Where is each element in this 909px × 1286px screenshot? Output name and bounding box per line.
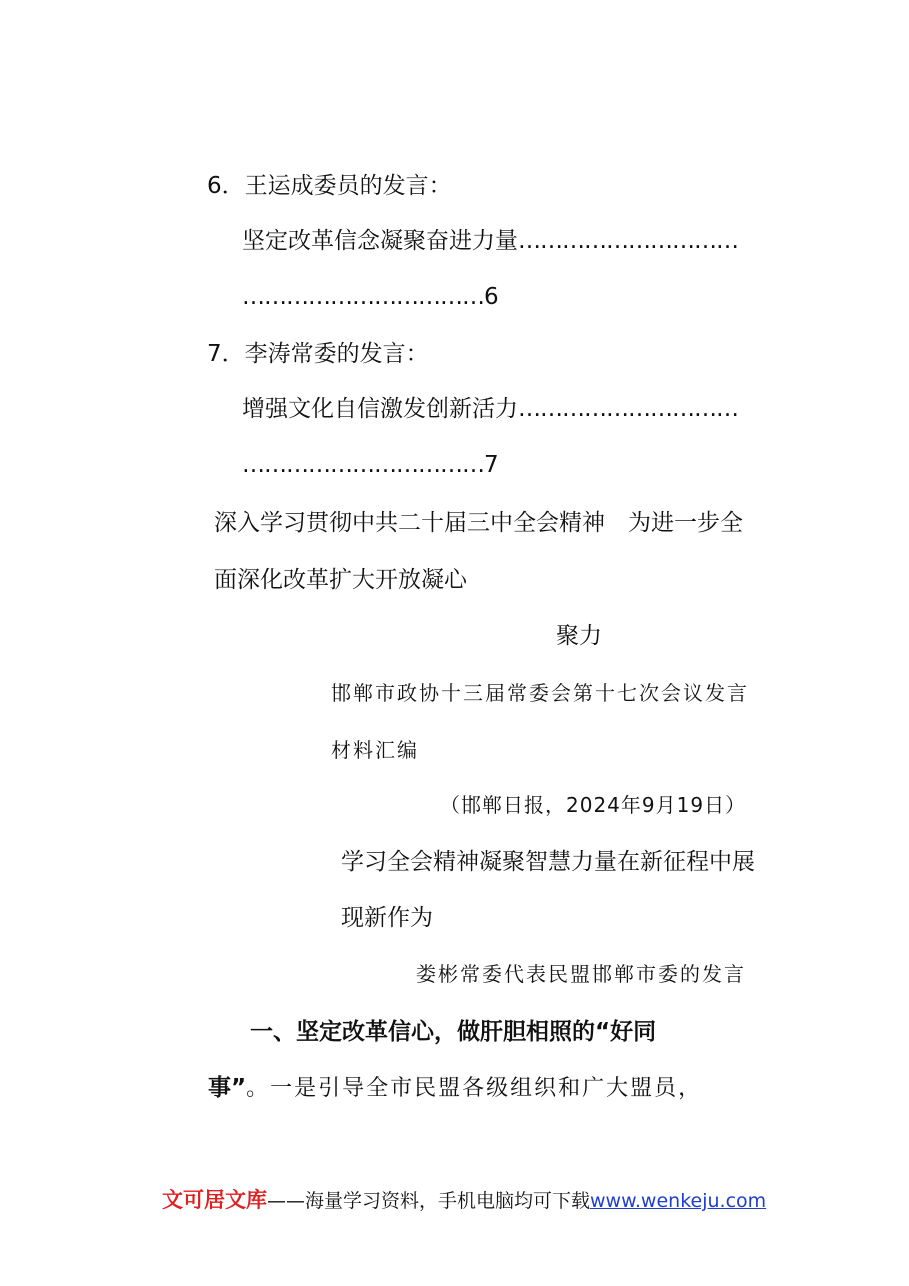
footer-slogan: 海量学习资料，手机电脑均可下载 [305, 1190, 591, 1212]
footer-brand: 文可居文库 [162, 1188, 267, 1212]
toc-item-title: 增强文化自信激发创新活力 [242, 396, 518, 422]
toc-leader-dots: ………………………… [518, 228, 738, 254]
toc-item-title: 坚定改革信念凝聚奋进力量 [242, 228, 518, 254]
toc-item-number: 6． [207, 173, 245, 199]
speech-title-line-2: 现新作为 [341, 905, 433, 931]
footer-dash: —— [267, 1190, 305, 1212]
toc-leader-dots: …………………………… [242, 284, 484, 310]
toc-item-7-page-line[interactable] [242, 454, 499, 477]
footer-link[interactable]: www.wenkeju.com [590, 1190, 767, 1212]
toc-page-number: 6 [484, 284, 499, 310]
main-title-line-3: 聚力 [556, 623, 602, 649]
speech-title-line-1: 学习全会精神凝聚智慧力量在新征程中展 [341, 849, 755, 875]
toc-item-speaker: 李涛常委的发言： [244, 341, 429, 367]
section-heading-line-1: 一、坚定改革信心，做肝胆相照的“好同 [250, 1019, 657, 1045]
main-title-line-2: 面深化改革扩大开放凝心 [214, 567, 467, 593]
source-note: （邯郸日报，2024年9月19日） [440, 793, 747, 817]
toc-item-7-header [207, 343, 429, 366]
toc-item-6-title[interactable] [242, 230, 738, 253]
subtitle-line-1: 邯郸市政协十三届常委会第十七次会议发言 [331, 681, 749, 705]
section-heading-line-2 [208, 1077, 702, 1100]
footer-banner [162, 1184, 766, 1214]
toc-page-number: 7 [484, 452, 499, 478]
toc-leader-dots: ………………………… [518, 396, 738, 422]
toc-leader-dots: …………………………… [242, 452, 484, 478]
toc-item-speaker: 王运成委员的发言： [244, 173, 452, 199]
toc-item-6-header [207, 175, 452, 198]
toc-item-6-page-line[interactable] [242, 286, 499, 309]
body-paragraph-start: 。一是引导全市民盟各级组织和广大盟员， [246, 1076, 703, 1101]
subtitle-line-2: 材料汇编 [331, 738, 419, 762]
speech-speaker: 娄彬常委代表民盟邯郸市委的发言 [416, 962, 746, 986]
section-heading-tail: 事” [208, 1075, 247, 1101]
toc-item-number: 7． [207, 341, 245, 367]
main-title-line-1: 深入学习贯彻中共二十届三中全会精神 为进一步全 [214, 510, 743, 536]
toc-item-7-title[interactable] [242, 398, 738, 421]
